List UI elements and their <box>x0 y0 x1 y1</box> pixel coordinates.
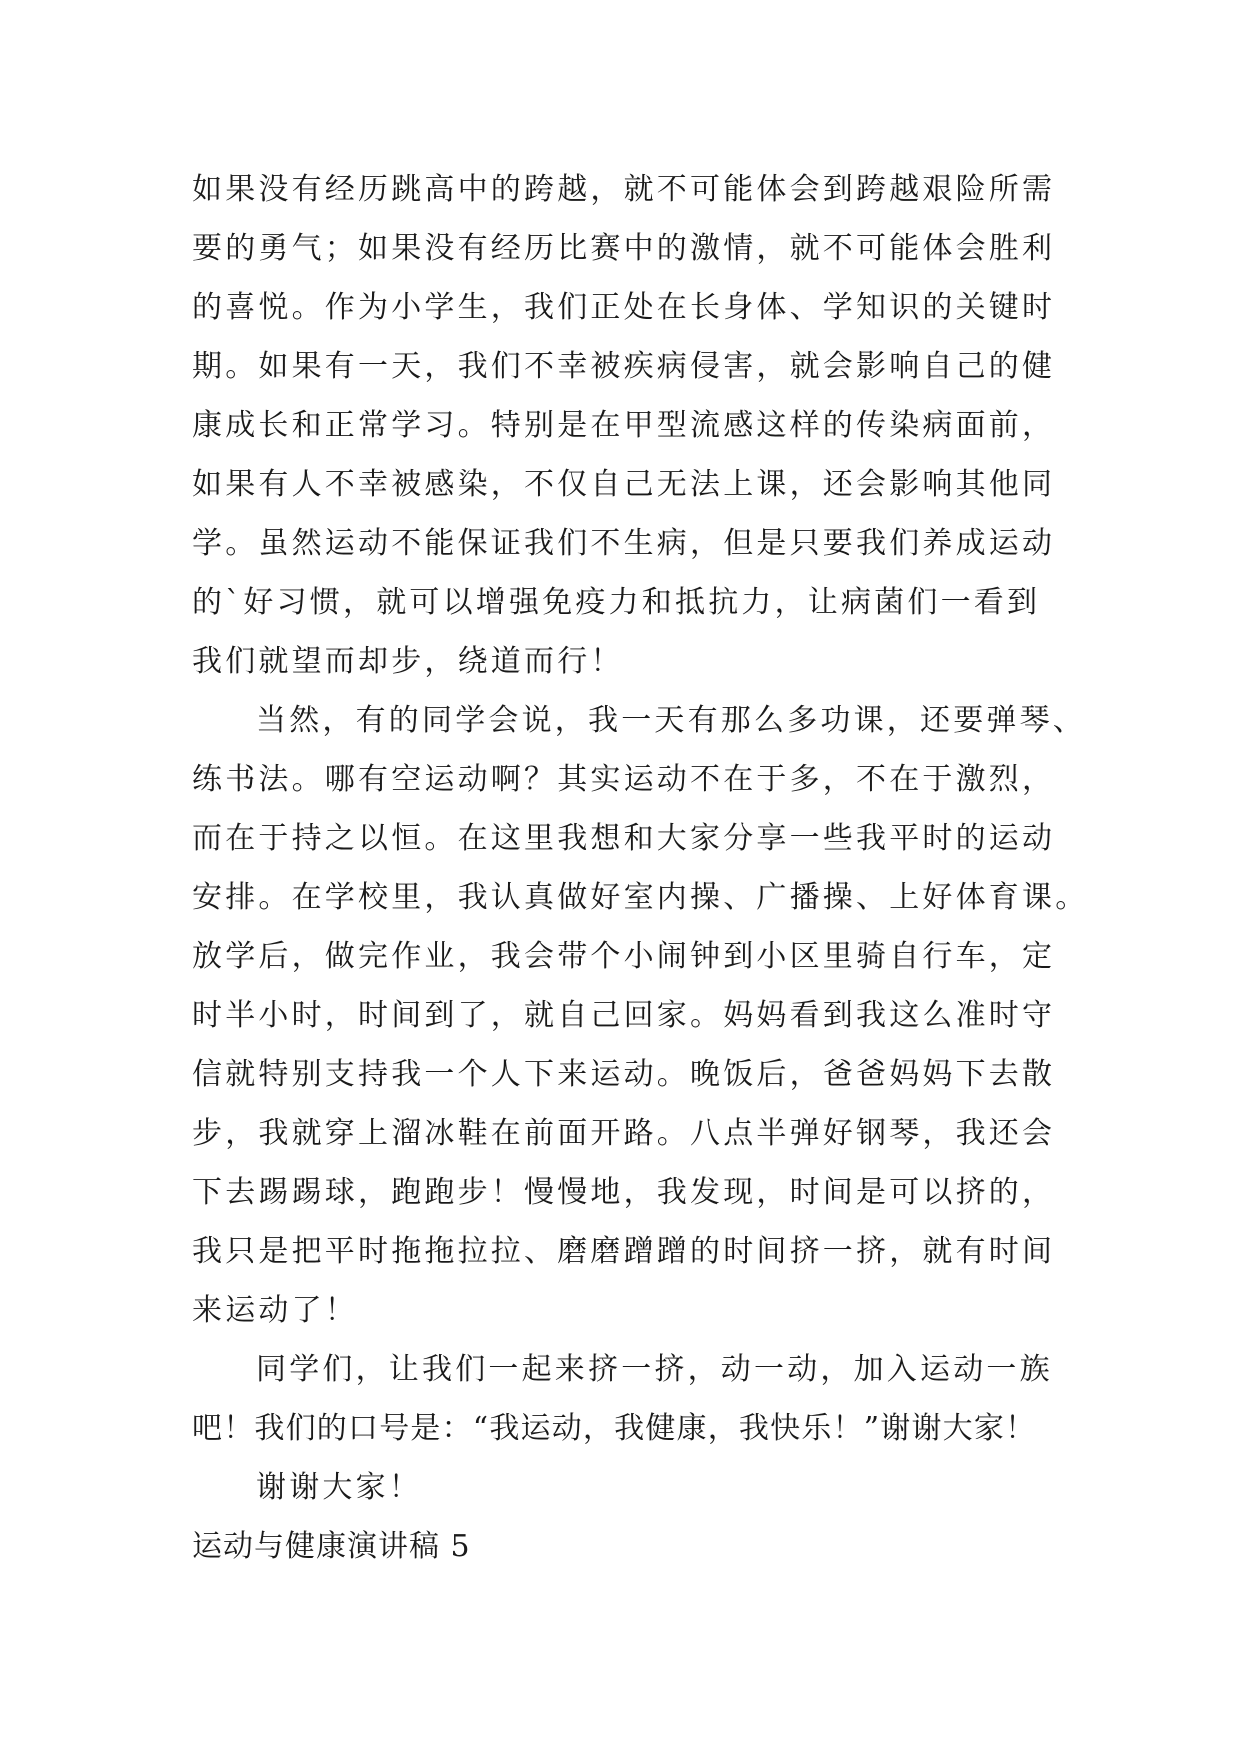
text-line: 放学后，做完作业，我会带个小闹钟到小区里骑自行车，定 <box>192 939 1056 974</box>
text-line: 我们就望而却步，绕道而行！ <box>192 644 624 679</box>
text-line: 的`好习惯，就可以增强免疫力和抵抗力，让病菌们一看到 <box>192 585 1041 620</box>
paragraph-start-line: 当然，有的同学会说，我一天有那么多功课，还要弹琴、 <box>256 703 1086 738</box>
paragraph-start-line: 同学们，让我们一起来挤一挤，动一动，加入运动一族 <box>256 1352 1053 1387</box>
text-line: 步，我就穿上溜冰鞋在前面开路。八点半弹好钢琴，我还会 <box>192 1116 1056 1151</box>
text-line: 的喜悦。作为小学生，我们正处在长身体、学知识的关键时 <box>192 290 1056 325</box>
text-line: 要的勇气；如果没有经历比赛中的激情，就不可能体会胜利 <box>192 231 1056 266</box>
text-line: 安排。在学校里，我认真做好室内操、广播操、上好体育课。 <box>192 880 1089 915</box>
text-line: 而在于持之以恒。在这里我想和大家分享一些我平时的运动 <box>192 821 1056 856</box>
text-line: 期。如果有一天，我们不幸被疾病侵害，就会影响自己的健 <box>192 349 1056 384</box>
text-line: 吧！我们的口号是：“我运动，我健康，我快乐！”谢谢大家！ <box>192 1411 1037 1446</box>
text-line: 康成长和正常学习。特别是在甲型流感这样的传染病面前， <box>192 408 1056 443</box>
text-line: 如果没有经历跳高中的跨越，就不可能体会到跨越艰险所需 <box>192 172 1056 207</box>
text-line: 时半小时，时间到了，就自己回家。妈妈看到我这么准时守 <box>192 998 1056 1033</box>
text-line: 学。虽然运动不能保证我们不生病，但是只要我们养成运动 <box>192 526 1056 561</box>
document-body <box>192 160 1089 1576</box>
text-line: 信就特别支持我一个人下来运动。晚饭后，爸爸妈妈下去散 <box>192 1057 1056 1092</box>
closing-line: 谢谢大家！ <box>256 1470 422 1505</box>
text-line: 下去踢踢球，跑跑步！慢慢地，我发现，时间是可以挤的， <box>192 1175 1056 1210</box>
text-line: 练书法。哪有空运动啊？其实运动不在于多，不在于激烈， <box>192 762 1056 797</box>
text-line: 我只是把平时拖拖拉拉、磨磨蹭蹭的时间挤一挤，就有时间 <box>192 1234 1056 1269</box>
text-line: 如果有人不幸被感染，不仅自己无法上课，还会影响其他同 <box>192 467 1056 502</box>
section-title: 运动与健康演讲稿 5 <box>192 1529 471 1564</box>
text-line: 来运动了！ <box>192 1293 358 1328</box>
